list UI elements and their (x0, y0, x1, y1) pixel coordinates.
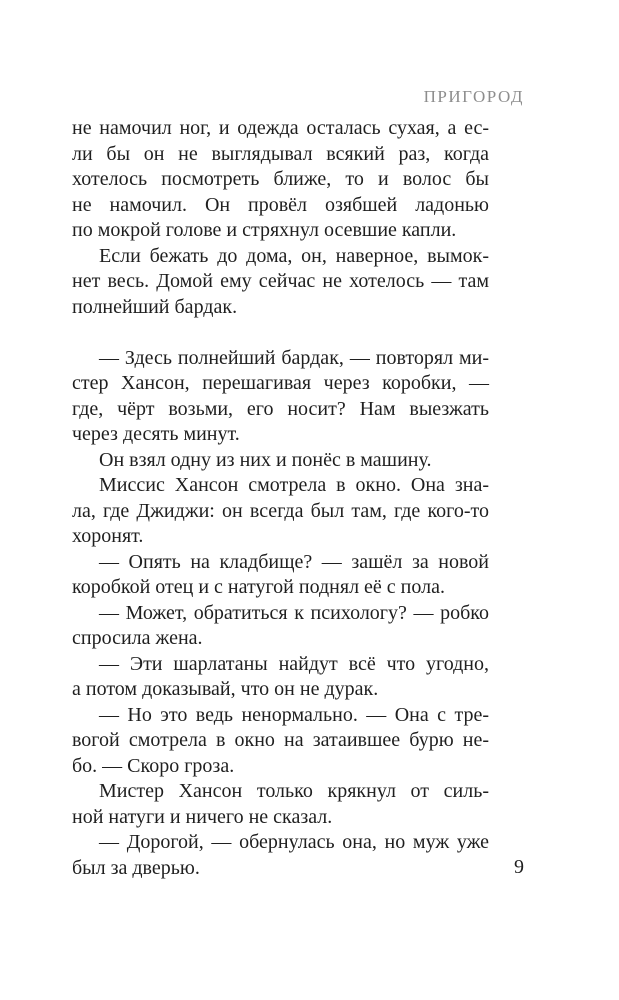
text-line: не намочил ног, и одежда осталась сухая, а ес- (72, 117, 489, 139)
text-line: а потом доказывай, что он не дурак. (72, 678, 379, 700)
paragraph (72, 346, 489, 448)
paragraph (72, 116, 489, 244)
text-line: был за дверью. (72, 856, 200, 879)
running-head: ПРИГОРОД (423, 87, 524, 106)
text-line: — Дорогой, — обернулась она, но муж уже (99, 831, 489, 853)
text-line: Если бежать до дома, он, наверное, вымок- (99, 244, 489, 267)
text-line: ной натуги и ничего не сказал. (72, 805, 333, 828)
text-line: Мистер Хансон только крякнул от силь- (99, 780, 489, 802)
text-line: Миссис Хансон смотрела в окно. Она зна- (99, 474, 489, 496)
text-line: — Опять на кладбище? — зашёл за новой (99, 550, 489, 573)
paragraph (72, 703, 489, 780)
text-line: ла, где Джиджи: он всегда был там, где кого-то (72, 499, 489, 522)
text-line: по мокрой голове и стряхнул осевшие капли. (72, 219, 457, 241)
text-line: — Но это ведь ненормально. — Она с тре- (99, 703, 489, 726)
text-line: — Может, обратиться к психологу? — робко (99, 601, 489, 624)
paragraph (72, 601, 489, 652)
text-line: — Эти шарлатаны найдут всё что угодно, (99, 652, 489, 675)
paragraph (72, 473, 489, 550)
text-line: полнейший бардак. (72, 295, 238, 318)
paragraph (72, 652, 489, 703)
text-line: стер Хансон, перешагивая через коробки, — (72, 372, 489, 394)
page-number: 9 (514, 856, 524, 878)
text-line: нет весь. Домой ему сейчас не хотелось — там (72, 270, 489, 292)
paragraph (72, 550, 489, 601)
text-line: хоронят. (72, 525, 144, 547)
text-line: хотелось посмотреть ближе, то и волос бы (72, 168, 489, 190)
paragraph (72, 448, 489, 474)
paragraph (72, 244, 489, 321)
text-line: где, чёрт возьми, его носит? Нам выезжать (72, 397, 489, 420)
text-line: спросила жена. (72, 627, 203, 649)
text-line: бо. — Скоро гроза. (72, 754, 235, 777)
paragraph (72, 779, 489, 830)
text-line: не намочил. Он провёл озябшей ладонью (72, 193, 489, 216)
paragraph (72, 830, 489, 881)
text-block (72, 116, 489, 881)
text-line: через десять минут. (72, 423, 240, 445)
text-line: ли бы он не выглядывал всякий раз, когда (72, 142, 489, 165)
text-line: вогой смотрела в окно на затаившее бурю не- (72, 729, 489, 751)
text-line: Он взял одну из них и понёс в машину. (99, 448, 432, 471)
text-line: — Здесь полнейший бардак, — повторял ми- (99, 346, 489, 369)
text-line: коробкой отец и с натугой поднял её с пола. (72, 576, 445, 598)
